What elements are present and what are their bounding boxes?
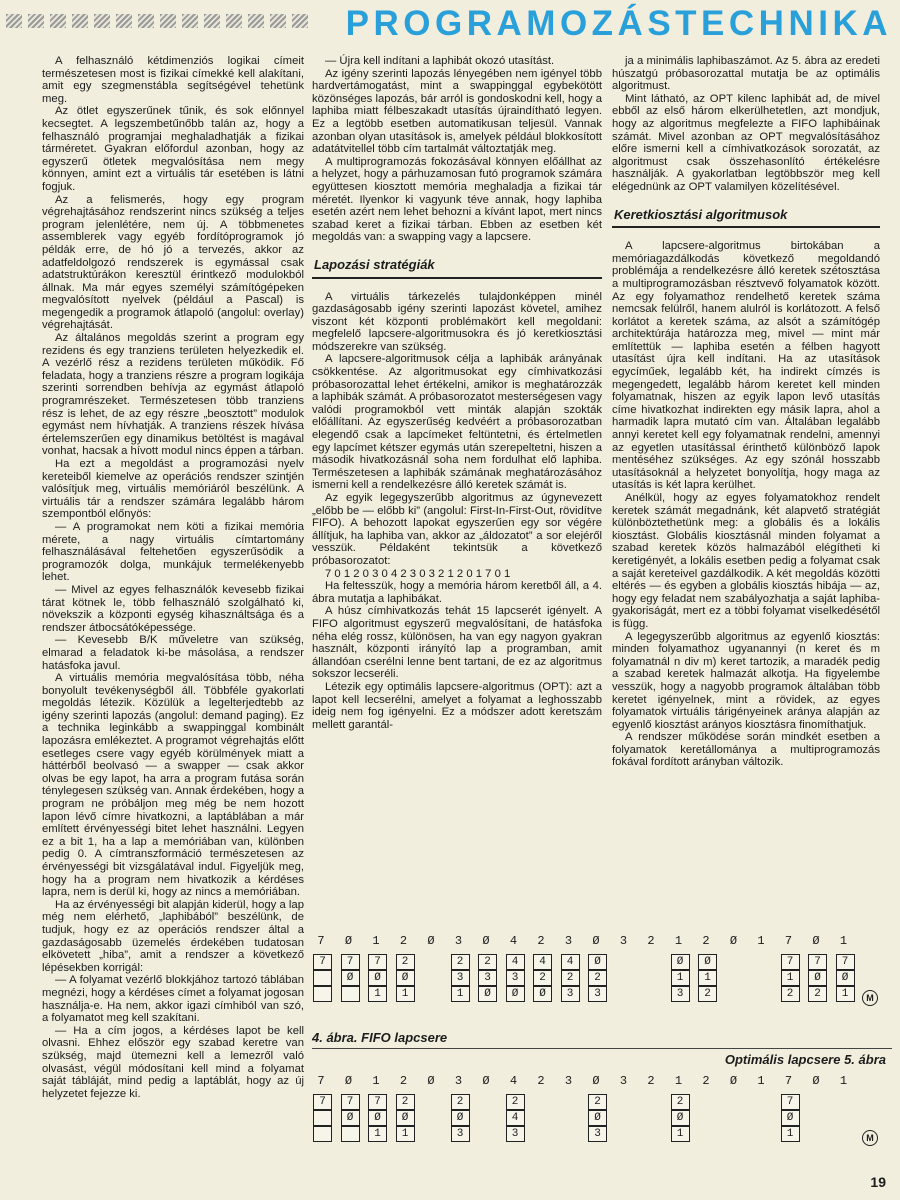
frame-cell: 3 [588, 1126, 607, 1142]
frame-cell: Ø [341, 1110, 360, 1126]
page-number: 19 [870, 1174, 886, 1190]
frame-cell: 3 [478, 970, 497, 986]
frame-cell: 4 [506, 1110, 525, 1126]
frame-cell [313, 970, 332, 986]
sequence-item: 2 [702, 934, 710, 948]
frame-cell: 4 [533, 954, 552, 970]
frame-cell: Ø [341, 970, 360, 986]
frame-cell: 2 [451, 1094, 470, 1110]
frame-cell: Ø [368, 970, 387, 986]
page-header [0, 4, 900, 43]
frame-cell: Ø [533, 986, 552, 1002]
reference-sequence [312, 1074, 882, 1088]
frame-cell: 2 [506, 1094, 525, 1110]
frame-cell: 2 [588, 1094, 607, 1110]
sequence-item: 2 [702, 1074, 710, 1088]
sequence-item: 1 [757, 934, 765, 948]
paragraph: Az a felismerés, hogy egy program végrehajtásához rendszerint nincs szükség a teljes program jelenlétére, nem új. A többmenetes assemblerek vagy egyéb fordítóprogramok jó példák erre, de hó jó a tervezés, akkor az adatfeldolgozó rendszerek is egymással csak adatstruktúrákon keresztül érintkező modulokból állnak. Ma már egyes személyi számítógépeken megvalósított nyelvek (például a Pascal) is megengedik a programok átlapoló (angolul: overlay) végrehajtását. [42, 193, 304, 332]
frame-cell: 2 [781, 986, 800, 1002]
figure-5-opt [312, 1074, 892, 1164]
paragraph: — Ha a cím jogos, a kérdéses lapot be kell olvasni. Ehhez először egy szabad keretre van szükség, majd ütemezni kell a lemezről való olvasást, végül módosítani kell mind a folyamat saját tábláját, mind pedig a laptáblát, hogy az új helyzetet fejezze ki. [42, 1024, 304, 1100]
paragraph: A lapcsere-algoritmus birtokában a memóriagazdálkodás következő megoldandó problémája a rendelkezésre álló keretek szétosztása a multiprogramozásban résztvevő folyamatok között. Az egy folyamathoz rendelhető keretek száma nemcsak felülről, hanem alulról is korlátozott. A felső korlátot a keretek száma, az alsót a számítógép architektúrája határozza meg, mivel — mint már említettük — laphiba esetén a félben hagyott utasítást újra kell indítani. Ha az utasítások egycíműek, legalább két, ha indirekt címzés is megengedett, legalább három keretet kell minden folyamatnak, hiszen az egyik lapon levő utasítás címe hivatkozhat indirekten egy másik lapra, ahol a harmadik lapra mutató cím van. Általában legalább annyi keretet kell egy folyamatnak rendelni, amennyi az egyetlen utasítással érinthető különböző lapok mentéséhez szükséges. Az egy szónál hosszabb utasításoknál a helyzetet bonyolítja, hogy maga az utasítás is két lapra kerülhet. [612, 240, 880, 492]
frame-cell: 3 [451, 970, 470, 986]
frame-cell: Ø [478, 986, 497, 1002]
paragraph: A lapcsere-algoritmusok célja a laphibák arányának csökkentése. Az algoritmusokat egy címhivatkozási próbasorozattal lehet értékelni, amikor is meghatározzák a laphibák számát. A próbasorozatot mesterségesen vagy valódi programokból vett minták alapján szokták előállítani. Az egyszerűség kedvéért a próbasorozatban elegendő csak a lapcímeket feltüntetni, és értelmetlen egy lapcímet kétszer egymás után szerepeltetni, hiszen a második hivatkozásnál soha nem fordulhat elő laphiba. Természetesen a laphibák számának meghatározásához ismerni kell a rendelkezésre álló keretek számát is. [312, 353, 602, 492]
sequence-item: 7 [317, 934, 325, 948]
frame-cell: 1 [781, 1126, 800, 1142]
frame-cell: 1 [368, 986, 387, 1002]
paragraph: A virtuális tárkezelés tulajdonképpen minél gazdaságosabb igény szerinti lapozást követel, amihez viszont két központi problémakört kell megoldani: megfelelő lapcsere-algoritmusokra és jó keretkiosztási módszerekre van szükség. [312, 290, 602, 353]
frame-cell: 7 [836, 954, 855, 970]
sequence-item: 7 [784, 1074, 793, 1088]
sequence-item: Ø [427, 1074, 435, 1088]
frame-cell [313, 1110, 332, 1126]
paragraph: Létezik egy optimális lapcsere-algoritmus (OPT): azt a lapot kell lecserélni, amelyet a folyamat a leghosszabb ideig nem fog igényelni. Ez a módszer adott keretszám mellett garantál- [312, 680, 602, 731]
frame-cell [313, 1126, 332, 1142]
sequence-item: Ø [812, 1074, 820, 1088]
frame-cell: 2 [588, 970, 607, 986]
paragraph: A felhasználó kétdimenziós logikai címeit természetesen most is fizikai címekké kell alakítani, amit egy szegmenstábla segítségével tehetünk meg. [42, 55, 304, 105]
column-3 [612, 55, 880, 769]
frame-cell: Ø [698, 954, 717, 970]
sequence-item: 3 [619, 1074, 628, 1088]
frame-cell: 2 [396, 954, 415, 970]
frame-cell: Ø [671, 1110, 690, 1126]
frame-cell: 3 [561, 986, 580, 1002]
frame-cell [341, 1126, 360, 1142]
frame-cell: 2 [396, 1094, 415, 1110]
paragraph: Mint látható, az OPT kilenc laphibát ad, de mivel ebből az első három elkerülhetetlen, azt mondjuk, hogy az algoritmus megfelezte a FIFO laphibáinak számát. Mivel azonban az OPT megvalósításához előre ismerni kell a címhivatkozások sorozatát, az algoritmust csak összehasonlító értékelésre használják. A gyakorlatban legtöbbször meg kell elégednünk az OPT valamilyen közelítésével. [612, 92, 880, 193]
sequence-item: Ø [344, 1074, 353, 1088]
sequence-item: 4 [509, 934, 518, 948]
figure-5-caption: Optimális lapcsere 5. ábra [724, 1052, 886, 1067]
paragraph: — Kevesebb B/K műveletre van szükség, elmarad a feladatok ki-be másolása, a rendszer hatásfoka javul. [42, 634, 304, 672]
frame-cell: 2 [533, 970, 552, 986]
sequence-item: Ø [812, 934, 820, 948]
frame-cell [341, 986, 360, 1002]
figure-divider [312, 1048, 892, 1049]
frame-cell: Ø [368, 1110, 387, 1126]
paragraph: Ha ezt a megoldást a programozási nyelv kereteiből kiemelve az operációs rendszer szintjén valósítjuk meg, virtuális memóriáról beszélünk. A virtuális tár a rendszer számára legalább három szempontból előnyös: [42, 458, 304, 521]
sequence-item: 2 [399, 1074, 408, 1088]
sequence-item: Ø [427, 934, 435, 948]
sequence-item: 2 [537, 1074, 545, 1088]
sequence-item: Ø [482, 1074, 490, 1088]
paragraph: Ha feltesszük, hogy a memória három keretből áll, a 4. ábra mutatja a laphibákat. [312, 580, 602, 605]
frame-cell: Ø [588, 1110, 607, 1126]
heading-keretkiosztasi-algoritmusok: Keretkiosztási algoritmusok [612, 206, 880, 229]
frame-cell: 2 [561, 970, 580, 986]
frame-cell: 7 [781, 954, 800, 970]
paragraph: A multiprogramozás fokozásával könnyen előállhat az a helyzet, hogy a párhuzamosan futó programok számára együttesen kiosztott memória meghaladja a fizikai tár méretét. Ilyenkor ki vagyunk téve annak, hogy laphiba esetén azért nem lehet behozni a kívánt lapot, mert nincs szabad keret a fizikai tárban. Ebben az esetben két megoldás van: a swapping vagy a lapcsere. [312, 155, 602, 244]
paragraph: Ha az érvényességi bit alapján kiderül, hogy a lap még nem elérhető, „laphibából” beszélünk, de tudjuk, hogy ez az operációs rendszer által a gazdaságosabb üzemelés érdekében tudatosan elkövetett „hiba”, amit a rendszer a következő lépésekben korrigál: [42, 898, 304, 974]
frame-cell: 3 [588, 986, 607, 1002]
frame-cell: 3 [506, 1126, 525, 1142]
frame-cell: Ø [671, 954, 690, 970]
sequence-item: 2 [647, 934, 655, 948]
paragraph: Az igény szerinti lapozás lényegében nem igényel több hardvertámogatást, mint a swappinggal egybekötött közönséges lapozás, bár arról is gondoskodni kell, hogy a laphiba miatt félbeszakadt utasítás újraindítható legyen. Ez a legtöbb esetben automatikusan teljesül. Vannak azonban olyan utasítások is, amelyek például blokkosított adatátvitellel több cím tartalmát változtatják meg. [312, 67, 602, 156]
sequence-item: 7 [317, 1074, 325, 1088]
column-1 [42, 55, 304, 1100]
paragraph: A virtuális memória megvalósítása több, néha bonyolult tevékenységből áll. Többféle gyakorlati megoldás létezik. Közülük a legelterjedtebb az igény szerinti lapozás (angolul: demand paging). Ez a technika leginkább a swappinggal kombinált lapozásra emlékeztet. A programot végrehajtás előtt esetleges csere vagy egyéb körülmények miatt a háttérből beolvasó — a swapper — csak akkor olvas be egy lapot, ha arra a program futása során ténylegesen szükség van. Annak érdekében, hogy a program ne próbáljon meg még be nem hozott lapon lévő címre hivatkozni, a laptáblában a már említett érvényességi bitet lehet használni. Legyen ez a bit 1, ha a lap a memóriában van, különben pedig 0. A címtranszformáció természetesen az érvényességi bit vizsgálatával indul. Figyeljük meg, hogy ha a program nem hivatkozik a kérdéses lapra, nem is derül ki, hogy az nincs a memóriában. [42, 672, 304, 899]
paragraph: Anélkül, hogy az egyes folyamatokhoz rendelt keretek számát megadnánk, két alapvető stratégiát különböztethetünk meg: a globális és a lokális kiosztást. Globális kiosztásnál minden folyamat a szabad keretek közös halmazából elégítheti ki keretigényét, a lokális esetben pedig a folyamat csak a saját kereteivel gazdálkodik. A két megoldás közötti eltérés — és egyben a globális kiosztás hibája — az, hogy egy feladat nem szabályozhatja a saját laphiba-gyakoriságát, mert ez a többi folyamat viselkedésétől is függ. [612, 492, 880, 630]
paragraph: — Újra kell indítani a laphibát okozó utasítást. [325, 55, 555, 67]
frame-cell: 1 [671, 970, 690, 986]
frame-cell: Ø [506, 986, 525, 1002]
paragraph: — A folyamat vezérlő blokkjához tartozó táblában megnézi, hogy a kérdéses címet a folyamat jogosan használja-e. Ha nem, akkor igazi címhiból van szó, a folyamatot meg kell szakítani. [42, 974, 304, 1025]
sequence-item: 1 [757, 1074, 765, 1088]
frame-cell: 1 [698, 970, 717, 986]
frame-cell: 2 [808, 986, 827, 1002]
sequence-item: Ø [592, 934, 600, 948]
figure-4-fifo [312, 934, 892, 1024]
figure-mark: M [862, 990, 878, 1006]
sequence-item: 3 [454, 934, 463, 948]
frame-cell: 1 [396, 1126, 415, 1142]
header-stripes [6, 14, 308, 28]
frame-cell: 1 [671, 1126, 690, 1142]
paragraph: ja a minimális laphibaszámot. Az 5. ábra az eredeti húszatgú próbasorozattal mutatja be az optimális algoritmust. [612, 55, 880, 93]
section-title: PROGRAMOZÁSTECHNIKA [345, 4, 892, 43]
sequence-item: Ø [729, 934, 738, 948]
sequence-item: 1 [839, 934, 848, 948]
frame-cell: 3 [671, 986, 690, 1002]
frame-cell: 7 [368, 1094, 387, 1110]
heading-lapozasi-strategiak: Lapozási stratégiák [312, 256, 602, 279]
frame-cell: 4 [506, 954, 525, 970]
frame-cell: 2 [671, 1094, 690, 1110]
frame-cell: 2 [451, 954, 470, 970]
figure-4-caption: 4. ábra. FIFO lapcsere [312, 1030, 448, 1045]
paragraph: Az ötlet egyszerűnek tűnik, és sok előnnyel kecsegtet. A legszembetűnőbb talán az, hogy a felhasználó programjai meghaladhatják a fizikai tárméretet. Gyakran előfordul azonban, hogy az egyszerű ötletek megvalósítása nem megy könnyen, amint ezt a virtuális tár esetében is látni fogjuk. [42, 105, 304, 193]
paragraph: — Mivel az egyes felhasználók kevesebb fizikai tárat kötnek le, több felhasználó szolgálható ki, növekszik a központi egység kihasználtsága és a rendszer átbocsátóképessége. [42, 583, 304, 634]
frame-cell: 3 [451, 1126, 470, 1142]
frame-cell: 2 [698, 986, 717, 1002]
sequence-item: Ø [482, 934, 490, 948]
paragraph: A húsz címhivatkozás tehát 15 lapcserét igényelt. A FIFO algoritmust egyszerű megvalósítani, de hatásfoka néha elég rossz, különösen, ha van egy nagyon gyakran használt, központi irányító lap a programban, amit állandóan cserélni lenne bent tartani, de ez az algoritmus sokszor lecseréli. [312, 605, 602, 681]
frame-cell: Ø [588, 954, 607, 970]
frame-cell: Ø [781, 1110, 800, 1126]
paragraph: A rendszer működése során mindkét esetben a folyamatok keretállománya a multiprogramozás fokával fordított arányban változik. [612, 731, 880, 769]
frame-cell: 4 [561, 954, 580, 970]
sequence-item: 3 [564, 1074, 573, 1088]
frame-cell [313, 986, 332, 1002]
frame-cell: Ø [396, 970, 415, 986]
sequence-item: Ø [344, 934, 353, 948]
frame-cell: Ø [396, 1110, 415, 1126]
frame-cell: 7 [313, 1094, 332, 1110]
frame-cell: 7 [808, 954, 827, 970]
frame-cell: 1 [781, 970, 800, 986]
sequence-item: 3 [454, 1074, 463, 1088]
figure-mark: M [862, 1130, 878, 1146]
sequence-item: 2 [647, 1074, 655, 1088]
sequence-item: 3 [564, 934, 573, 948]
frame-cell: 1 [451, 986, 470, 1002]
sequence-item: 1 [674, 1074, 683, 1088]
frame-cell: 1 [368, 1126, 387, 1142]
sequence-item: 1 [674, 934, 683, 948]
column-2 [312, 55, 602, 731]
paragraph: A legegyszerűbb algoritmus az egyenlő kiosztás: minden folyamathoz ugyanannyi (n keret és m folyamatnál n div m) keret tartozik, a maradék pedig a szabad keretek halmazát alkotja. Ha figyelembe vesszük, hogy a nagyobb programok általában több keretet igényelnek, mint a rövidek, az egyes folyamatok virtuális tárigényeinek aránya alapján az egyenlő kiosztást arányos kiosztásra finomíthatjuk. [612, 630, 880, 731]
frame-cell: 7 [313, 954, 332, 970]
frame-cell: 1 [836, 986, 855, 1002]
reference-sequence [312, 934, 882, 948]
sequence-item: 1 [372, 934, 380, 948]
sequence-item: 7 [784, 934, 793, 948]
frame-cell: 3 [506, 970, 525, 986]
sequence-item: 4 [509, 1074, 518, 1088]
frame-cell: 7 [341, 1094, 360, 1110]
paragraph: — A programokat nem köti a fizikai memória mérete, a nagy virtuális címtartomány felhasználásával feltehetően egyszerűsödik a programozók dolga, munkájuk termelékenyebb lehet. [42, 520, 304, 584]
frame-cell: 1 [396, 986, 415, 1002]
paragraph: 7 0 1 2 0 3 0 4 2 3 0 3 2 1 2 0 1 7 0 1 [325, 567, 511, 580]
frame-cell: Ø [836, 970, 855, 986]
sequence-item: 1 [372, 1074, 380, 1088]
frame-cell: Ø [808, 970, 827, 986]
frame-cell: 2 [478, 954, 497, 970]
sequence-item: Ø [729, 1074, 738, 1088]
sequence-item: Ø [592, 1074, 600, 1088]
sequence-item: 1 [839, 1074, 848, 1088]
sequence-item: 2 [537, 934, 545, 948]
sequence-item: 3 [619, 934, 628, 948]
frame-cell: 7 [368, 954, 387, 970]
paragraph: Az általános megoldás szerint a program egy rezidens és egy tranziens területen helyezkedik el. A vezérlő rész a rezidens területen működik. Fő feladata, hogy a tranziens részre a program logikája szerinti sorrendben behívja az egymást átlapoló programrészeket. Természetesen több tranziens rész is lehet, de az egy részre „beosztott” modulok egymást nem hívhatják. A tranziens részek hívása értelemszerűen egy dinamikus betöltést is magával vonhat, hacsak a hívott modul nincs éppen a tárban. [42, 332, 304, 458]
frame-cell: Ø [451, 1110, 470, 1126]
frame-cell: 7 [341, 954, 360, 970]
sequence-item: 2 [399, 934, 408, 948]
paragraph: Az egyik legegyszerűbb algoritmus az úgynevezett „előbb be — előbb ki” (angolul: First-In-First-Out, rövidítve FIFO). A behozott lapokat egyszerűen egy sor végére állítjuk, ha laphiba van, akkor az „áldozatot” a sor elejéről vesszük. Példaként tekintsük a következő próbasorozatot: [312, 492, 602, 567]
frame-cell: 7 [781, 1094, 800, 1110]
